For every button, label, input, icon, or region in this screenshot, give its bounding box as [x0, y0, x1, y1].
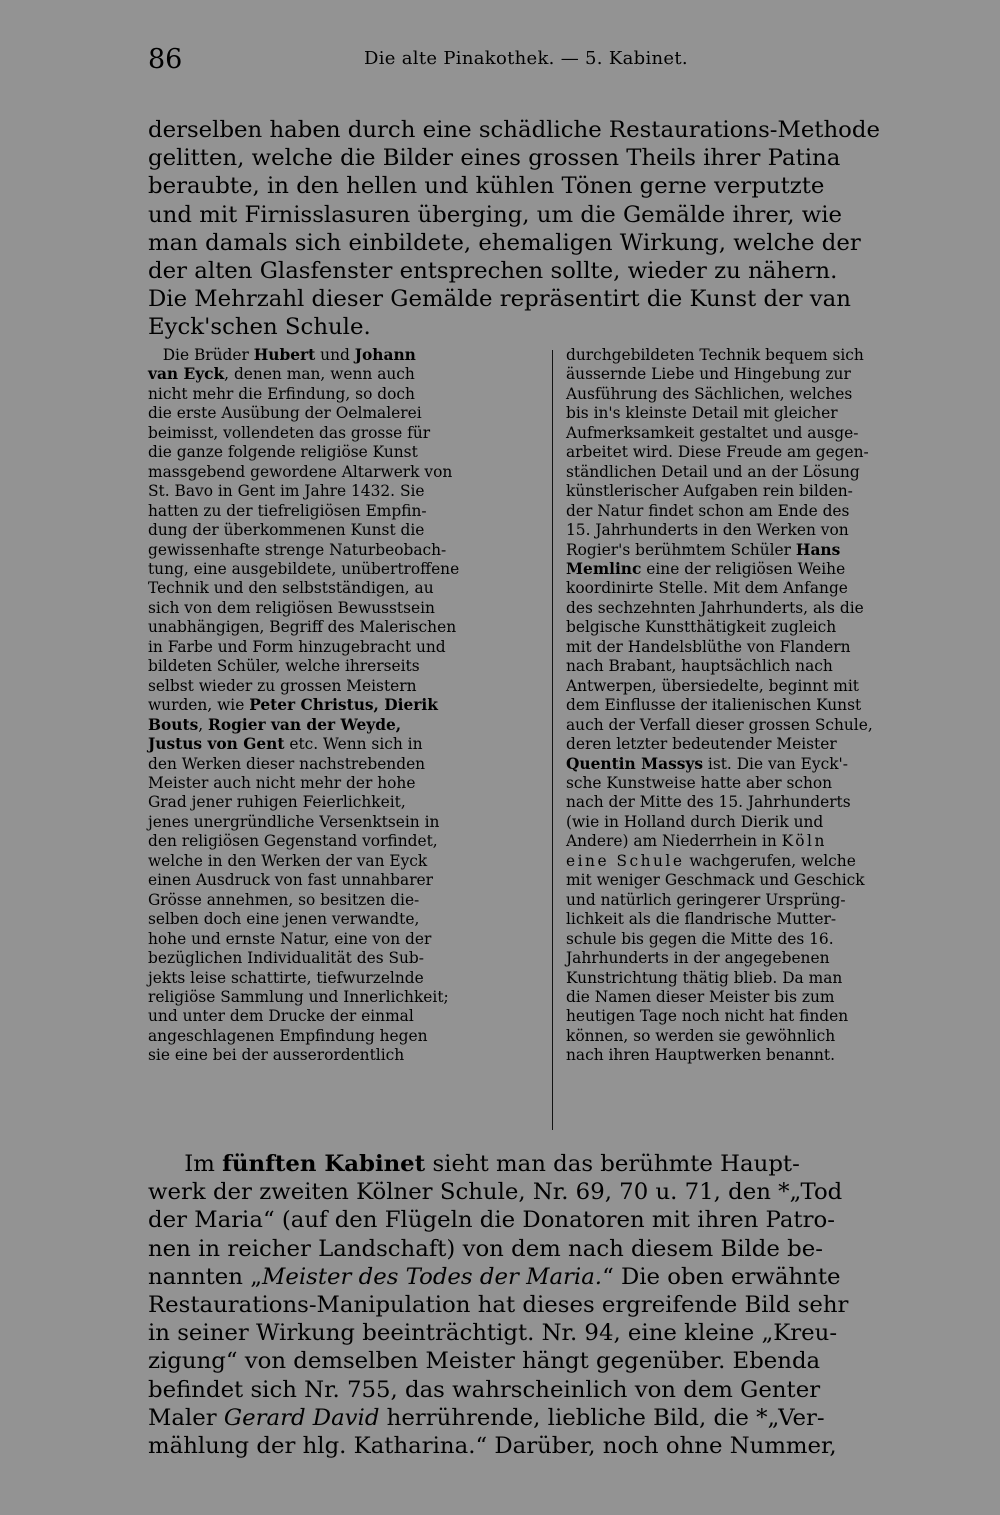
text-line: gelitten, welche die Bilder eines grossen Theils ihrer Patina: [148, 145, 841, 172]
person-name: Bouts: [148, 715, 199, 734]
text-line: arbeitet wird. Diese Freude am gegen-: [566, 443, 869, 462]
text-line: Eyck'schen Schule.: [148, 314, 371, 341]
text-line: jekts leise schattirte, tiefwurzelnde: [148, 968, 424, 987]
text-line: werk der zweiten Kölner Schule, Nr. 69, 70 u. 71, den *„Tod: [148, 1179, 843, 1206]
right-column: [566, 346, 958, 1066]
text-line: 15. Jahrhunderts in den Werken von: [566, 521, 849, 540]
text-line: nach der Mitte des 15. Jahrhunderts: [566, 793, 851, 812]
page-header: [148, 44, 964, 84]
text-line: nach Brabant, hauptsächlich nach: [566, 657, 833, 676]
left-column: [148, 346, 540, 1066]
text-line: dem Einflusse der italienischen Kunst: [566, 696, 862, 715]
text-line: Kunstrichtung thätig blieb. Da man: [566, 968, 843, 987]
text-line: [148, 1263, 956, 1291]
text-line: ständlichen Detail und an der Lösung: [566, 462, 860, 481]
text-line: Grad jener ruhigen Feierlichkeit,: [148, 793, 406, 812]
spaced-emphasis: eine Schule: [566, 851, 685, 870]
text-run: ,: [198, 715, 209, 734]
text-line: man damals sich einbildete, ehemaligen Wirkung, welche der: [148, 229, 861, 256]
text-line: und unter dem Drucke der einmal: [148, 1007, 414, 1026]
text-line: mählung der hlg. Katharina.“ Darüber, noch ohne Nummer,: [148, 1433, 837, 1460]
text-run: und: [315, 346, 355, 364]
text-line: in seiner Wirkung beeinträchtigt. Nr. 94, eine kleine „Kreu-: [148, 1320, 838, 1347]
text-line: Jahrhunderts in der angegebenen: [566, 949, 830, 968]
text-line: [566, 832, 958, 851]
text-line: die Namen dieser Meister bis zum: [566, 987, 835, 1006]
text-line: sie eine bei der ausserordentlich: [148, 1046, 405, 1065]
text-line: angeschlagenen Empfindung hegen: [148, 1026, 428, 1045]
person-name: van Eyck: [148, 365, 225, 384]
text-line: selbst wieder zu grossen Meistern: [148, 676, 417, 695]
person-name: Hubert: [253, 346, 316, 364]
text-run: Im: [184, 1151, 223, 1177]
text-line: unabhängigen, Begriff des Malerischen: [148, 618, 457, 637]
text-line: heutigen Tage noch nicht hat finden: [566, 1007, 849, 1026]
text-line: St. Bavo in Gent im Jahre 1432. Sie: [148, 482, 425, 501]
text-line: einen Ausdruck von fast unnahbarer: [148, 871, 434, 890]
text-run: nannten „: [148, 1263, 263, 1290]
text-line: jenes unergründliche Versenktsein in: [148, 812, 440, 831]
text-line: die erste Ausübung der Oelmalerei: [148, 404, 422, 423]
text-run: Maler: [148, 1404, 224, 1431]
text-line: äussernde Liebe und Hingebung zur: [566, 365, 851, 384]
text-run: Rogier's berühmtem Schüler: [566, 540, 796, 559]
text-line: können, so werden sie gewöhnlich: [566, 1026, 836, 1045]
column-divider: [552, 350, 553, 1130]
italic-name: Gerard David: [223, 1404, 380, 1431]
text-line: schule bis gegen die Mitte des 16.: [566, 929, 834, 948]
text-line: der alten Glasfenster entsprechen sollte, wieder zu nähern.: [148, 258, 838, 285]
text-run: , denen man, wenn auch: [224, 365, 415, 384]
text-line: [148, 365, 540, 384]
text-line: nen in reicher Landschaft) von dem nach diesem Bilde be-: [148, 1235, 823, 1262]
text-line: Meister auch nicht mehr der hohe: [148, 773, 416, 792]
text-line: deren letzter bedeutender Meister: [566, 735, 837, 754]
text-line: bezüglichen Individualität des Sub-: [148, 949, 424, 968]
text-line: befindet sich Nr. 755, das wahrscheinlich von dem Genter: [148, 1376, 821, 1403]
text-line: [148, 1404, 956, 1432]
person-name: Rogier van der Weyde,: [208, 715, 402, 734]
text-line: Aufmerksamkeit gestaltet und ausge-: [566, 423, 859, 442]
section-emphasis: fünften Kabinet: [222, 1151, 426, 1177]
text-line: (wie in Holland durch Dierik und: [566, 812, 824, 831]
text-line: hatten zu der tiefreligiösen Empfin-: [148, 501, 427, 520]
text-line: religiöse Sammlung und Innerlichkeit;: [148, 987, 449, 1006]
text-line: durchgebildeten Technik bequem sich: [566, 346, 864, 364]
running-head: Die alte Pinakothek. — 5. Kabinet.: [364, 48, 688, 69]
text-run: wachgerufen, welche: [684, 851, 856, 870]
two-column-section: [148, 346, 964, 1146]
text-line: der Natur findet schon am Ende des: [566, 501, 850, 520]
text-run: wurden, wie: [148, 696, 250, 715]
text-line: Grösse annehmen, so besitzen die-: [148, 890, 420, 909]
text-line: mit weniger Geschmack und Geschick: [566, 871, 865, 890]
text-line: Restaurations-Manipulation hat dieses ergreifende Bild sehr: [148, 1292, 849, 1319]
italic-title: Meister des Todes der Maria.: [262, 1263, 603, 1290]
text-line: und mit Firnisslasuren überging, um die Gemälde ihrer, wie: [148, 201, 843, 228]
text-line: [566, 852, 958, 871]
text-line: Die Mehrzahl dieser Gemälde repräsentirt die Kunst der van: [148, 286, 851, 313]
text-run: etc. Wenn sich in: [284, 735, 423, 754]
text-run: Die Brüder: [162, 346, 254, 364]
text-line: Technik und den selbstständigen, au: [148, 579, 434, 598]
intro-paragraph: [148, 116, 956, 342]
text-line: [566, 541, 958, 560]
text-line: [566, 755, 958, 774]
text-line: [148, 1150, 956, 1178]
text-run: “ Die oben erwähnte: [602, 1263, 841, 1290]
person-name: Quentin Massys: [566, 754, 704, 773]
text-line: [148, 346, 540, 365]
text-line: welche in den Werken der van Eyck: [148, 851, 428, 870]
text-line: [148, 735, 540, 754]
text-line: bildeten Schüler, welche ihrerseits: [148, 657, 420, 676]
person-name: Hans: [795, 540, 841, 559]
person-name: Memlinc: [566, 559, 642, 578]
text-line: Antwerpen, übersiedelte, beginnt mit: [566, 676, 859, 695]
person-name: Johann: [354, 346, 416, 364]
text-line: auch der Verfall dieser grossen Schule,: [566, 715, 873, 734]
text-run: sieht man das berühmte Haupt-: [425, 1151, 800, 1177]
text-line: in Farbe und Form hinzugebracht und: [148, 637, 446, 656]
text-line: Ausführung des Sächlichen, welches: [566, 384, 853, 403]
text-line: lichkeit als die flandrische Mutter-: [566, 910, 837, 929]
text-line: beraubte, in den hellen und kühlen Tönen gerne verputzte: [148, 173, 825, 200]
text-run: eine der religiösen Weihe: [641, 559, 846, 578]
text-line: massgebend gewordene Altarwerk von: [148, 462, 453, 481]
text-line: zigung“ von demselben Meister hängt gegenüber. Ebenda: [148, 1348, 821, 1375]
text-line: künstlerischer Aufgaben rein bilden-: [566, 482, 853, 501]
text-line: bis in's kleinste Detail mit gleicher: [566, 404, 838, 423]
text-run: ist. Die van Eyck'-: [703, 754, 848, 773]
text-line: belgische Kunstthätigkeit zugleich: [566, 618, 837, 637]
text-line: mit der Handelsblüthe von Flandern: [566, 637, 851, 656]
person-name: Peter Christus, Dierik: [249, 696, 438, 715]
person-name: Justus von Gent: [148, 735, 285, 754]
text-line: derselben haben durch eine schädliche Restaurations-Methode: [148, 117, 880, 143]
text-line: tung, eine ausgebildete, unübertroffene: [148, 559, 460, 578]
text-line: nicht mehr die Erfindung, so doch: [148, 384, 415, 403]
text-line: der Maria“ (auf den Flügeln die Donatoren mit ihren Patro-: [148, 1207, 835, 1234]
text-run: herrührende, liebliche Bild, die *„Ver-: [379, 1404, 825, 1431]
text-line: beimisst, vollendeten das grosse für: [148, 423, 431, 442]
text-line: des sechzehnten Jahrhunderts, als die: [566, 598, 864, 617]
spaced-emphasis: Köln: [781, 832, 827, 851]
text-line: koordinirte Stelle. Mit dem Anfange: [566, 579, 848, 598]
text-line: [148, 696, 540, 715]
text-line: [566, 560, 958, 579]
text-line: gewissenhafte strenge Naturbeobach-: [148, 540, 447, 559]
page-number: 86: [148, 44, 183, 75]
text-line: selben doch eine jenen verwandte,: [148, 910, 420, 929]
text-line: [148, 716, 540, 735]
text-line: sich von dem religiösen Bewusstsein: [148, 598, 435, 617]
text-line: die ganze folgende religiöse Kunst: [148, 443, 418, 462]
text-line: dung der überkommenen Kunst die: [148, 521, 425, 540]
text-line: hohe und ernste Natur, eine von der: [148, 929, 432, 948]
text-line: nach ihren Hauptwerken benannt.: [566, 1046, 835, 1065]
fifth-cabinet-paragraph: [148, 1150, 956, 1460]
text-run: Andere) am Niederrhein in: [566, 832, 782, 851]
text-line: den Werken dieser nachstrebenden: [148, 754, 426, 773]
text-line: den religiösen Gegenstand vorfindet,: [148, 832, 438, 851]
text-line: sche Kunstweise hatte aber schon: [566, 773, 833, 792]
text-line: und natürlich geringerer Ursprüng-: [566, 890, 846, 909]
